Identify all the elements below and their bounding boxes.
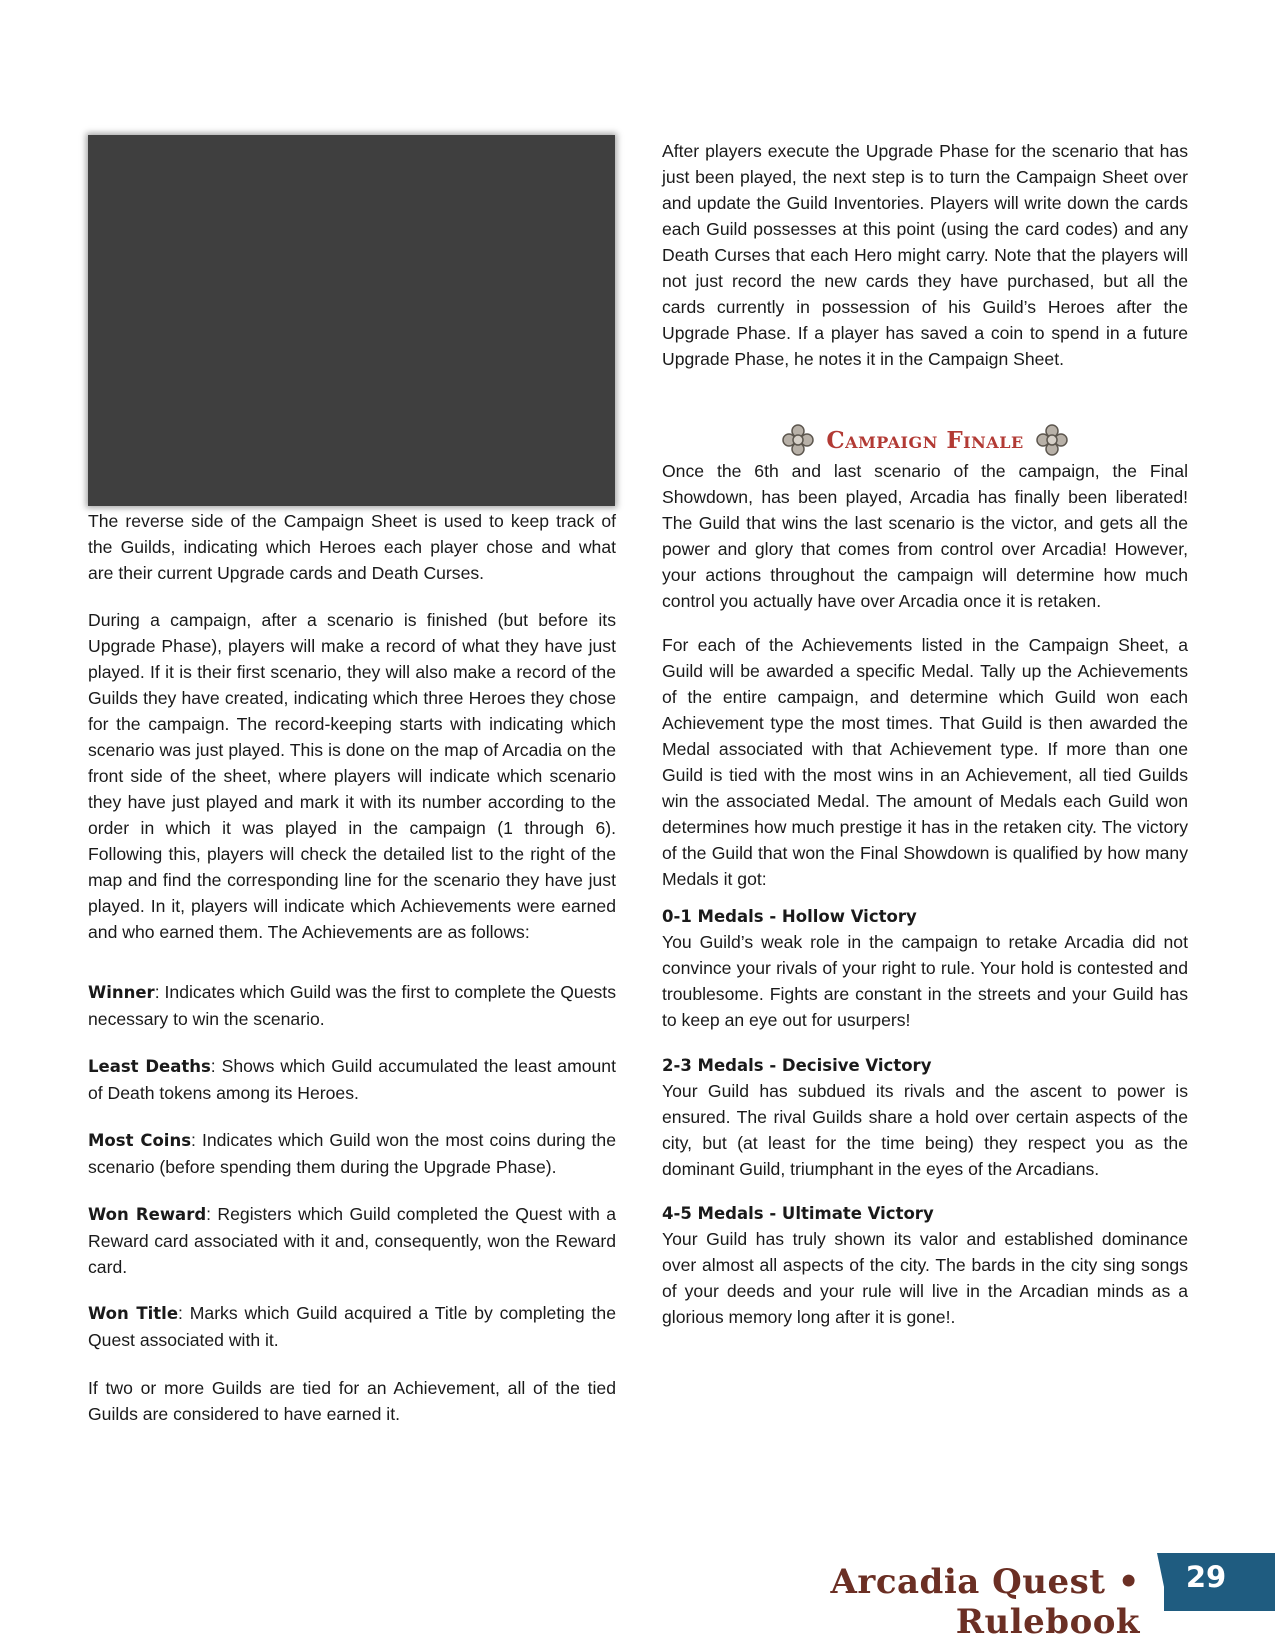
placeholder-image [88,135,615,506]
achievement-term: Won Reward [88,1205,207,1224]
achievement-text: : Marks which Guild acquired a Title by completing the Quest associated with it. [88,1303,616,1350]
section-heading-text: Campaign Finale [826,426,1024,454]
achievement-won-title [88,1300,616,1353]
rank-description: You Guild’s weak role in the campaign to retake Arcadia did not convince your rivals of your right to rule. Your hold is contested and troublesome. Fights are constant in the streets and your Guild has to keep an eye out for usurpers! [662,932,1188,1030]
achievement-term: Won Title [88,1304,179,1323]
achievement-text: : Indicates which Guild was the first to complete the Quests necessary to win the scenario. [88,982,616,1029]
achievement-text: : Registers which Guild completed the Quest with a Reward card associated with it and, consequently, won the Reward card. [88,1204,617,1277]
page-number: 29 [1185,1560,1227,1594]
during-paragraph: During a campaign, after a scenario is finished (but before its Upgrade Phase), players will make a record of what they have just played. If it is their first scenario, they will also make a record of the Guilds they have created, indicating which three Heroes they chose for the campaign. The record-keeping starts with indicating which scenario was just played. This is done on the map of Arcadia on the front side of the sheet, where players will indicate which scenario they have just played and mark it with its number according to the order in which it was played in the campaign (1 through 6). Following this, players will check the detailed list to the right of the map and find the corresponding line for the scenario they have just played. In it, players will indicate which Achievements were earned and who earned them. The Achievements are as follows: [88,610,616,942]
rank-title: 0-1 Medals - Hollow Victory [662,907,917,926]
medals-paragraph: For each of the Achievements listed in the Campaign Sheet, a Guild will be awarded a specific Medal. Tally up the Achievements of the entire campaign, and determine which Guild won each Achievement type the most times. That Guild is then awarded the Medal associated with that Achievement type. If more than one Guild is tied with the most wins in an Achievement, all tied Guilds win the associated Medal. The amount of Medals each Guild won determines how much prestige it has in the retaken city. The victory of the Guild that won the Final Showdown is qualified by how many Medals it got: [662,635,1188,889]
achievement-winner [88,979,616,1032]
achievement-least-deaths [88,1053,616,1106]
rank-description: Your Guild has truly shown its valor and established dominance over almost all aspects of the city. The bards in the city sing songs of your deeds and your rule will live in the Arcadian minds as a glorious memory long after it is gone!. [662,1229,1188,1327]
upgrade-paragraph: After players execute the Upgrade Phase for the scenario that has just been played, the next step is to turn the Campaign Sheet over and update the Guild Inventories. Players will write down the cards each Guild possesses at this point (using the card codes) and any Death Curses that each Hero might carry. Note that the players will not just record the new cards they have purchased, but all the cards currently in possession of his Guild’s Heroes after the Upgrade Phase. If a player has saved a coin to spend in a future Upgrade Phase, he notes it in the Campaign Sheet. [662,141,1188,369]
rank-title: 2-3 Medals - Decisive Victory [662,1056,932,1075]
tie-rule-paragraph: If two or more Guilds are tied for an Achievement, all of the tied Guilds are considered to have earned it. [88,1378,616,1424]
rank-title: 4-5 Medals - Ultimate Victory [662,1204,934,1223]
fleur-ornament-icon [780,422,816,458]
section-heading [760,418,1090,462]
achievement-term: Most Coins [88,1131,192,1150]
achievement-term: Winner [88,983,155,1002]
footer-title: Arcadia Quest • Rulebook [830,1562,1140,1642]
achievement-term: Least Deaths [88,1057,211,1076]
fleur-ornament-icon [1034,422,1070,458]
rank-description: Your Guild has subdued its rivals and the ascent to power is ensured. The rival Guilds share a hold over certain aspects of the city, but (at least for the time being) they respect you as the dominant Guild, triumphant in the eyes of the Arcadians. [662,1081,1188,1179]
achievement-text: : Shows which Guild accumulated the least amount of Death tokens among its Heroes. [88,1056,616,1103]
achievement-won-reward [88,1201,616,1280]
intro-paragraph: The reverse side of the Campaign Sheet is used to keep track of the Guilds, indicating which Heroes each player chose and what are their current Upgrade cards and Death Curses. [88,511,616,583]
achievement-most-coins [88,1127,616,1180]
finale-intro-paragraph: Once the 6th and last scenario of the campaign, the Final Showdown, has been played, Arcadia has finally been liberated! The Guild that wins the last scenario is the victor, and gets all the power and glory that comes from control over Arcadia! However, your actions throughout the campaign will determine how much control you actually have over Arcadia once it is retaken. [662,461,1188,611]
achievement-text: : Indicates which Guild won the most coins during the scenario (before spending them during the Upgrade Phase). [88,1130,616,1177]
